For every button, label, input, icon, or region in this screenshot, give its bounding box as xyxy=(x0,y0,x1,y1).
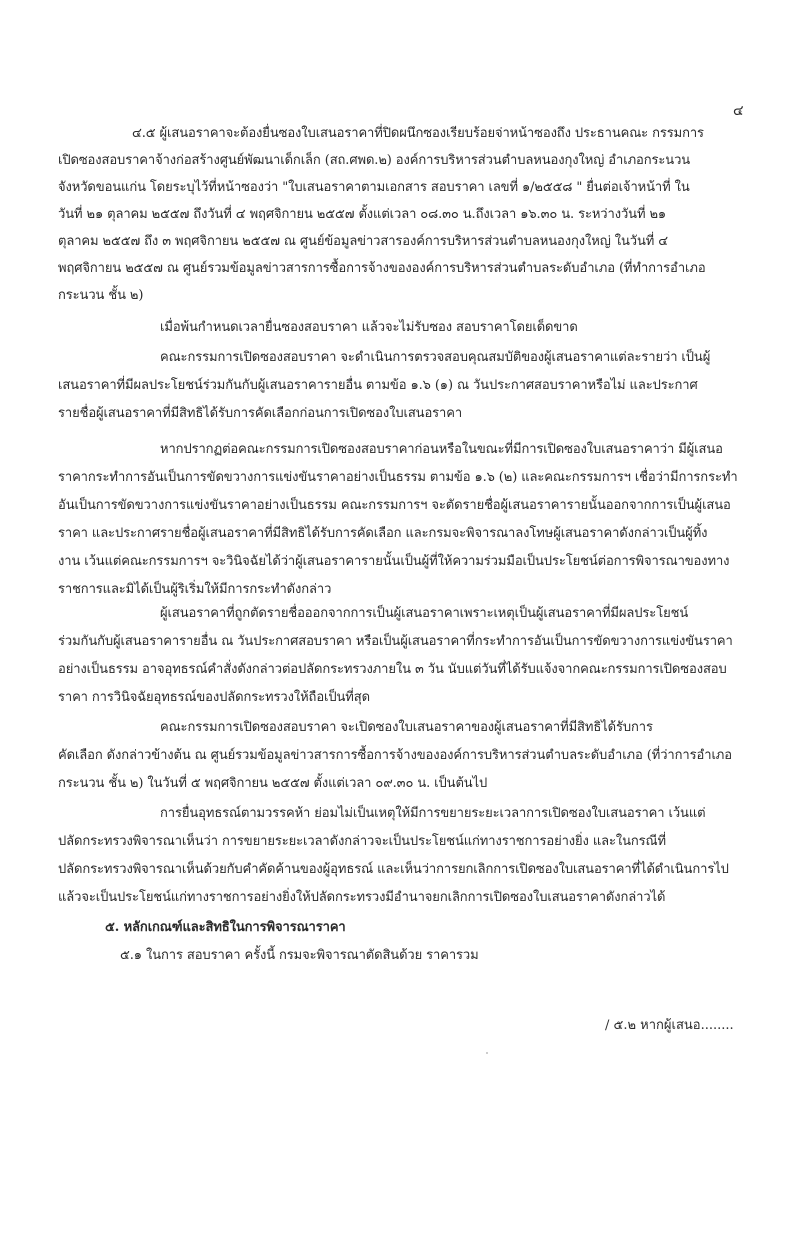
paragraph-line: ปลัดกระทรวงพิจารณาเห็นด้วยกับคำคัดค้านของผู้อุทธรณ์ และเห็นว่าการยกเลิกการเปิดซองใบเสนอราคาที่ได้ดำเนินการไป xyxy=(58,862,729,877)
paragraph-line: ผู้เสนอราคาที่ถูกตัดรายชื่อออกจากการเป็นผู้เสนอราคาเพราะเหตุเป็นผู้เสนอราคาที่มีผลประโยชน์ xyxy=(160,606,689,621)
paragraph-line: ราคากระทำการอันเป็นการขัดขวางการแข่งขันราคาอย่างเป็นธรรม ตามข้อ ๑.๖ (๒) และคณะกรรมการฯ เชื่อว่ามีการกระทำ xyxy=(58,470,738,485)
scan-speck xyxy=(486,1052,488,1054)
paragraph-line: แล้วจะเป็นประโยชน์แก่ทางราชการอย่างยิ่งให้ปลัดกระทรวงมีอำนาจยกเลิกการเปิดซองใบเสนอราคาดังกล่าวได้ xyxy=(58,890,666,905)
paragraph-line: พฤศจิกายน ๒๕๕๗ ณ ศูนย์รวมข้อมูลข่าวสารการซื้อการจ้างขององค์การบริหารส่วนตำบลระดับอำเภอ (ที่ทำการอำเภอ xyxy=(58,261,706,276)
paragraph-line: กระนวน ชั้น ๒) ในวันที่ ๕ พฤศจิกายน ๒๕๕๗ ตั้งแต่เวลา ๐๙.๓๐ น. เป็นต้นไป xyxy=(58,776,488,791)
paragraph-line: การยื่นอุทธรณ์ตามวรรคห้า ย่อมไม่เป็นเหตุให้มีการขยายระยะเวลาการเปิดซองใบเสนอราคา เว้นแต่ xyxy=(160,806,706,821)
paragraph-line: เมื่อพ้นกำหนดเวลายื่นซองสอบราคา แล้วจะไม่รับซอง สอบราคาโดยเด็ดขาด xyxy=(160,320,578,335)
paragraph-line: วันที่ ๒๑ ตุลาคม ๒๕๕๗ ถึงวันที่ ๔ พฤศจิกายน ๒๕๕๗ ตั้งแต่เวลา ๐๘.๓๐ น.ถึงเวลา ๑๖.๓๐ น. ระหว่างวันที่ ๒๑ xyxy=(58,207,667,222)
section-heading: ๕. หลักเกณฑ์และสิทธิในการพิจารณาราคา xyxy=(105,920,346,935)
paragraph-line: ๔.๕ ผู้เสนอราคาจะต้องยื่นซองใบเสนอราคาที่ปิดผนึกซองเรียบร้อยจ่าหน้าซองถึง ประธานคณะ กรรมการ xyxy=(132,126,704,141)
paragraph-line: ราคา และประกาศรายชื่อผู้เสนอราคาที่มีสิทธิได้รับการคัดเลือก และกรมจะพิจารณาลงโทษผู้เสนอราคาดังกล่าวเป็นผู้ทิ้ง xyxy=(58,526,708,541)
continuation-note: / ๕.๒ หากผู้เสนอ........ xyxy=(605,1018,734,1033)
paragraph-line: จังหวัดขอนแก่น โดยระบุไว้ที่หน้าซองว่า "ใบเสนอราคาตามเอกสาร สอบราคา เลขที่ ๑/๒๕๕๘ " ยื่นต่อเจ้าหน้าที่ ใน xyxy=(58,180,690,195)
paragraph-line: เสนอราคาที่มีผลประโยชน์ร่วมกันกับผู้เสนอราคารายอื่น ตามข้อ ๑.๖ (๑) ณ วันประกาศสอบราคาหรือไม่ และประกาศ xyxy=(58,378,698,393)
paragraph-line: คณะกรรมการเปิดซองสอบราคา จะเปิดซองใบเสนอราคาของผู้เสนอราคาที่มีสิทธิได้รับการ xyxy=(160,720,653,735)
page-number: ๔ xyxy=(733,103,744,119)
paragraph-line: ปลัดกระทรวงพิจารณาเห็นว่า การขยายระยะเวลาดังกล่าวจะเป็นประโยชน์แก่ทางราชการอย่างยิ่ง และในกรณีที่ xyxy=(58,834,666,849)
paragraph-line: กระนวน ชั้น ๒) xyxy=(58,288,144,303)
paragraph-line: คณะกรรมการเปิดซองสอบราคา จะดำเนินการตรวจสอบคุณสมบัติของผู้เสนอราคาแต่ละรายว่า เป็นผู้ xyxy=(160,350,711,365)
paragraph-line: หากปรากฏต่อคณะกรรมการเปิดซองสอบราคาก่อนหรือในขณะที่มีการเปิดซองใบเสนอราคาว่า มีผู้เสนอ xyxy=(160,442,723,457)
paragraph-line: อันเป็นการขัดขวางการแข่งขันราคาอย่างเป็นธรรม คณะกรรมการฯ จะตัดรายชื่อผู้เสนอราคารายนั้นออกจากการเป็นผู้เสนอ xyxy=(58,498,731,513)
paragraph-line: ๕.๑ ในการ สอบราคา ครั้งนี้ กรมจะพิจารณาตัดสินด้วย ราคารวม xyxy=(120,948,479,963)
paragraph-line: ราชการและมิได้เป็นผู้ริเริ่มให้มีการกระทำดังกล่าว xyxy=(58,582,332,597)
paragraph-line: ร่วมกันกับผู้เสนอราคารายอื่น ณ วันประกาศสอบราคา หรือเป็นผู้เสนอราคาที่กระทำการอันเป็นการขัดขวางการแข่งขันราคา xyxy=(58,634,733,649)
paragraph-line: เปิดซองสอบราคาจ้างก่อสร้างศูนย์พัฒนาเด็กเล็ก (สถ.ศพด.๒) องค์การบริหารส่วนตำบลหนองกุงใหญ่ อำเภอกระนวน xyxy=(58,153,691,168)
paragraph-line: ตุลาคม ๒๕๕๗ ถึง ๓ พฤศจิกายน ๒๕๕๗ ณ ศูนย์ข้อมูลข่าวสารองค์การบริหารส่วนตำบลหนองกุงใหญ่ ในวันที่ ๔ xyxy=(58,234,668,249)
paragraph-line: งาน เว้นแต่คณะกรรมการฯ จะวินิจฉัยได้ว่าผู้เสนอราคารายนั้นเป็นผู้ที่ให้ความร่วมมือเป็นประโยชน์ต่อการพิจารณาของทาง xyxy=(58,554,730,569)
paragraph-line: คัดเลือก ดังกล่าวข้างต้น ณ ศูนย์รวมข้อมูลข่าวสารการซื้อการจ้างขององค์การบริหารส่วนตำบลระดับอำเภอ (ที่ว่าการอำเภอ xyxy=(58,748,732,763)
paragraph-line: ราคา การวินิจฉัยอุทธรณ์ของปลัดกระทรวงให้ถือเป็นที่สุด xyxy=(58,690,370,705)
paragraph-line: อย่างเป็นธรรม อาจอุทธรณ์คำสั่งดังกล่าวต่อปลัดกระทรวงภายใน ๓ วัน นับแต่วันที่ได้รับแจ้งจากคณะกรรมการเปิดซองสอบ xyxy=(58,662,727,677)
paragraph-line: รายชื่อผู้เสนอราคาที่มีสิทธิได้รับการคัดเลือกก่อนการเปิดซองใบเสนอราคา xyxy=(58,406,463,421)
